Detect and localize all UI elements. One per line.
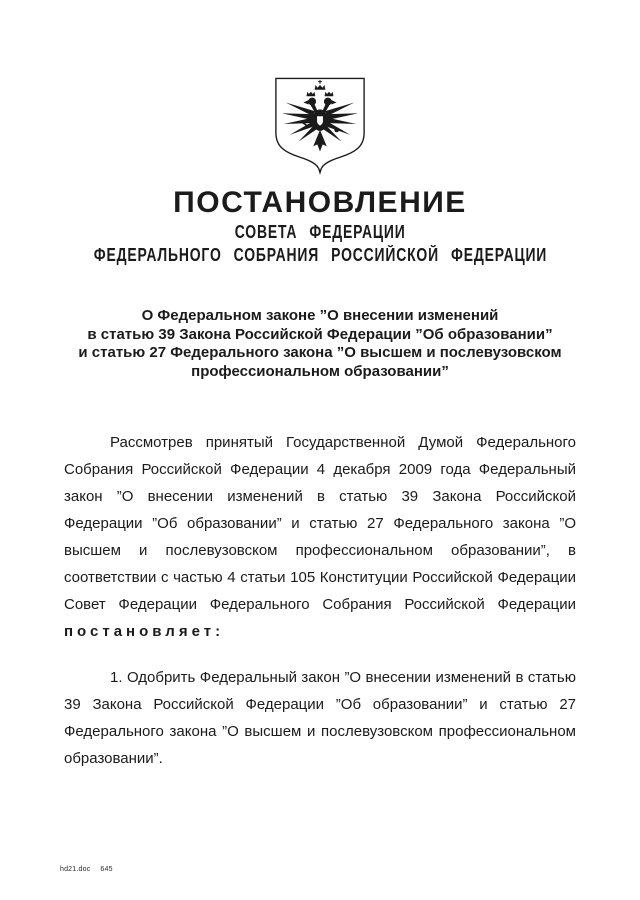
resolution-item-1: 1. Одобрить Федеральный закон ”О внесении изменений в статью 39 Закона Российской Федерации ”Об образовании” и статью 27 Федерального закона ”О высшем и послевузовском профессиональном образовании”. (64, 669, 576, 767)
document-subject (40, 307, 600, 381)
subject-line: и статью 27 Федерального закона ”О высшем и послевузовском (78, 344, 562, 361)
subject-line: в статью 39 Закона Российской Федерации ”Об образовании” (87, 325, 553, 343)
subtitle-line-1: СОВЕТА ФЕДЕРАЦИИ (234, 222, 406, 243)
document-title: ПОСТАНОВЛЕНИЕ (173, 186, 467, 219)
decree-word: постановляет: (64, 623, 225, 640)
footer-number: 645 (100, 866, 113, 873)
document-body (64, 429, 576, 772)
subject-line: О Федеральном законе ”О внесении изменений (141, 307, 499, 324)
preamble-paragraph: Рассмотрев принятый Государственной Думой Федерального Собрания Российской Федерации 4 декабря 2009 года Федеральный закон ”О внесении изменений в статью 39 Закона Российской Федерации ”Об образовании” и статью 27 Федерального закона ”О высшем и послевузовском профессиональном образовании”, в соответствии с частью 4 статьи 105 Конституции Российской Федерации Совет Федерации Федерального Собрания Российской Федерации (64, 434, 576, 613)
subject-line: профессиональном образовании” (191, 362, 449, 380)
subtitle-row-1 (0, 222, 640, 242)
coat-of-arms-icon (273, 77, 367, 175)
footer-filename: hd21.doc (60, 866, 91, 873)
subtitle-line-2: ФЕДЕРАЛЬНОГО СОБРАНИЯ РОССИЙСКОЙ ФЕДЕРАЦИИ (93, 245, 547, 266)
subtitle-row-2 (0, 245, 640, 265)
footer-file-note (60, 866, 113, 873)
